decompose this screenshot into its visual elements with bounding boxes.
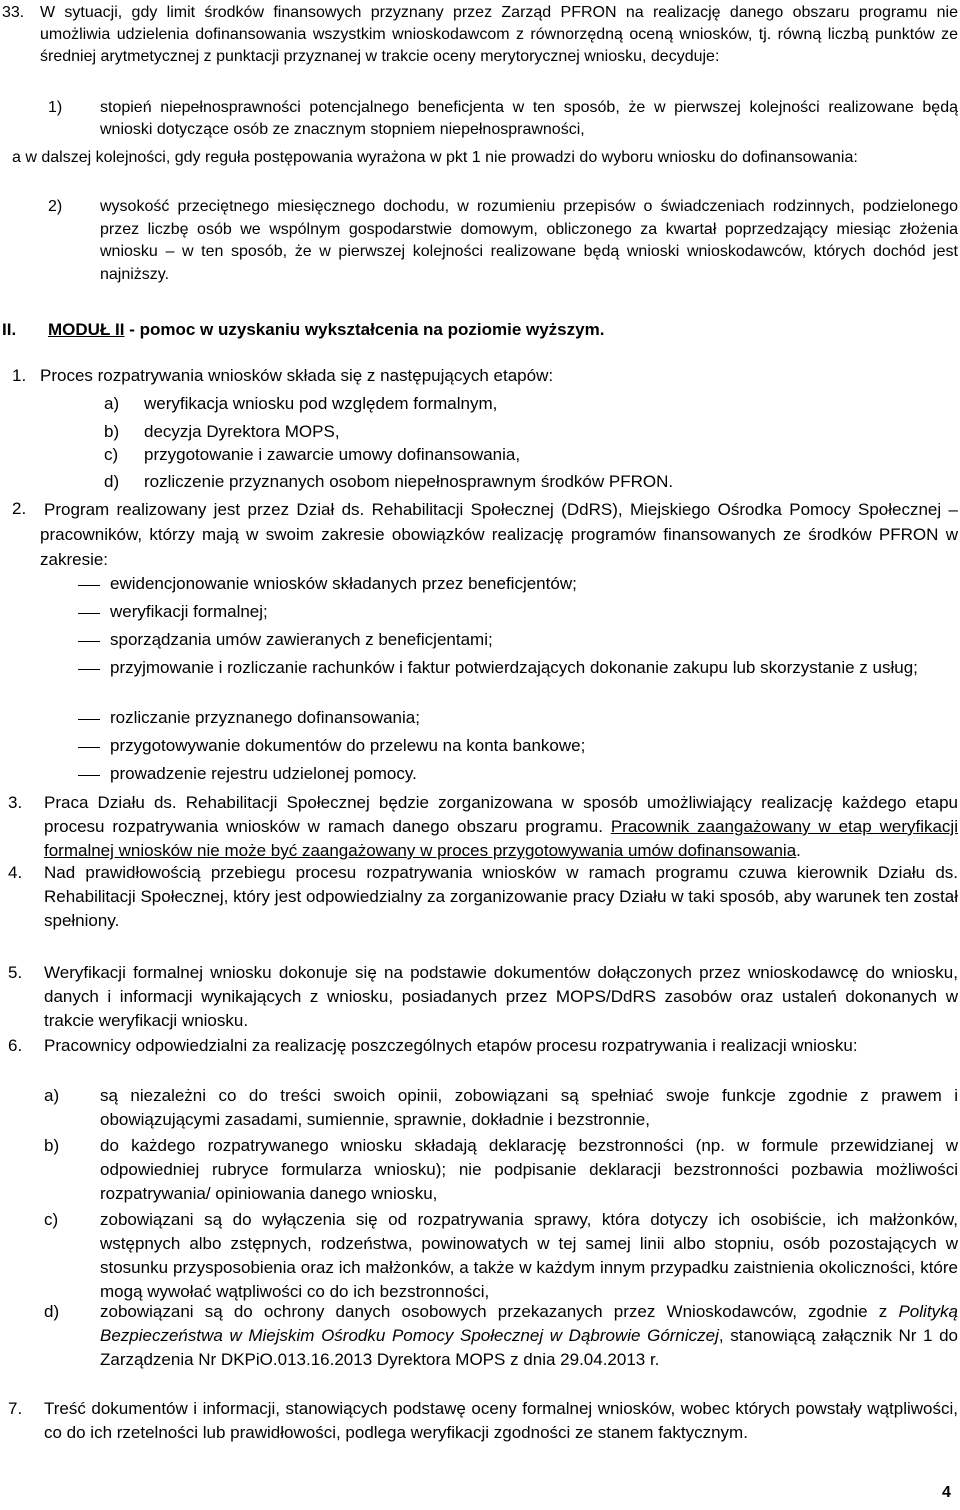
- section-number: 4.: [8, 863, 23, 882]
- paragraph-number: 33.: [2, 4, 25, 21]
- list-item-label: d): [104, 472, 120, 491]
- section-number: II.: [2, 320, 17, 339]
- list-item-text: rozliczenie przyznanych osobom niepełnosprawnym środków PFRON.: [144, 472, 674, 491]
- dash-bullet-icon: [78, 613, 100, 614]
- list-item-text: przygotowanie i zawarcie umowy dofinansowania,: [144, 445, 521, 464]
- section-4-text: Nad prawidłowością przebiegu procesu rozpatrywania wniosków w ramach programu czuwa kierownik Działu ds. Rehabilitacji Społecznej, który jest odpowiedzialny za zorganizowanie pracy Działu w taki sposób, aby warunek ten został spełniony.: [44, 863, 958, 930]
- list-item-label: d): [44, 1302, 60, 1321]
- section-3-end: .: [796, 841, 801, 860]
- list-item-number: 1): [48, 99, 63, 116]
- list-item-text: prowadzenie rejestru udzielonej pomocy.: [110, 764, 417, 783]
- module-title-underlined: MODUŁ II: [48, 320, 125, 339]
- list-item-label: a): [104, 394, 120, 413]
- section-3-underlined: Pracownik zaangażowany w etap weryfikacji formalnej wniosków nie może być zaangażowany w proces przygotowywania umów dofinansowania: [44, 817, 958, 860]
- section-number: 7.: [8, 1399, 23, 1418]
- section-6-text: Pracownicy odpowiedzialni za realizację poszczególnych etapów procesu rozpatrywania i realizacji wniosku:: [44, 1036, 858, 1055]
- list-item-text: [100, 1300, 958, 1372]
- dash-bullet-icon: [78, 669, 100, 670]
- list-item-text: decyzja Dyrektora MOPS,: [144, 422, 340, 441]
- list-item-label: b): [44, 1136, 60, 1155]
- list-item-text: zobowiązani są do wyłączenia się od rozpatrywania sprawy, która dotyczy ich osobiście, ich małżonków, wstępnych albo zstępnych, rodzeństwa, powinowatych w tej samej linii albo stopniu, osób pozostających w stosunku przysposobienia oraz ich małżonków, a także w każdym innym przypadku zaistnienia okoliczności, które mogą wywołać wątpliwości co do ich bezstronności,: [100, 1210, 958, 1301]
- section-2-text: Program realizowany jest przez Dział ds. Rehabilitacji Społecznej (DdRS), Miejskiego Ośrodka Pomocy Społecznej – pracowników, którzy mają w swoim zakresie obowiązków realizację programów finansowanych ze środków PFRON w zakresie:: [40, 500, 958, 569]
- module-title-rest: - pomoc w uzyskaniu wykształcenia na poziomie wyższym.: [124, 320, 605, 339]
- list-item-text: weryfikacji formalnej;: [110, 602, 268, 621]
- item-d-text-italic: Polityką Bezpieczeństwa w Miejskim Ośrodku Pomocy Społecznej w Dąbrowie Górniczej: [100, 1302, 958, 1345]
- list-item-label: c): [104, 445, 119, 464]
- list-item-text: przygotowywanie dokumentów do przelewu na konta bankowe;: [110, 736, 586, 755]
- list-item-number: 2): [48, 198, 63, 215]
- section-number: 3.: [8, 793, 23, 812]
- section-number: 2.: [12, 499, 27, 518]
- paragraph-33-item-2: wysokość przeciętnego miesięcznego dochodu, w rozumieniu przepisów o świadczeniach rodzinnych, podzielonego przez liczbę osób we wspólnym gospodarstwie domowym, obliczonego za kwartał poprzedzający miesiąc złożenia wniosku – w ten sposób, że w pierwszej kolejności realizowane będą wnioski wnioskodawców, których dochód jest najniższy.: [100, 198, 958, 283]
- list-item-text: ewidencjonowanie wniosków składanych przez beneficjentów;: [110, 574, 577, 593]
- item-d-text-after: , stanowiącą załącznik Nr 1 do Zarządzenia Nr DKPiO.013.16.2013 Dyrektora MOPS z dnia 29.04.2013 r.: [100, 1326, 958, 1369]
- section-number: 1.: [12, 366, 27, 385]
- list-item-text: rozliczanie przyznanego dofinansowania;: [110, 708, 420, 727]
- section-number: 6.: [8, 1036, 23, 1055]
- list-item-label: c): [44, 1210, 59, 1229]
- list-item-text: do każdego rozpatrywanego wniosku składają deklarację bezstronności (np. w formule przewidzianej w odpowiedniej rubryce formularza wniosku); nie podpisanie deklaracji bezstronności pozbawia możliwości rozpatrywania/ opiniowania danego wniosku,: [100, 1136, 958, 1203]
- dash-bullet-icon: [78, 775, 100, 776]
- paragraph-33-middle: a w dalszej kolejności, gdy reguła postępowania wyrażona w pkt 1 nie prowadzi do wyboru wniosku do dofinansowania:: [12, 149, 858, 166]
- dash-bullet-icon: [78, 719, 100, 720]
- item-d-text-before: zobowiązani są do ochrony danych osobowych przekazanych przez Wnioskodawców, zgodnie z: [100, 1302, 899, 1321]
- section-7-text: Treść dokumentów i informacji, stanowiących podstawę oceny formalnej wniosków, wobec których powstały wątpliwości, co do ich rzetelności lub prawidłowości, podlega weryfikacji zgodności ze stanem faktycznym.: [44, 1399, 958, 1442]
- list-item-text: sporządzania umów zawieranych z beneficjentami;: [110, 630, 493, 649]
- list-item-text: weryfikacja wniosku pod względem formalnym,: [144, 394, 498, 413]
- section-3-plain: Praca Działu ds. Rehabilitacji Społecznej będzie zorganizowana w sposób umożliwiający realizację każdego etapu procesu rozpatrywania wniosków w ramach danego obszaru programu.: [44, 793, 958, 836]
- dash-bullet-icon: [78, 585, 100, 586]
- list-item-text: przyjmowanie i rozliczanie rachunków i faktur potwierdzających dokonanie zakupu lub skorzystanie z usług;: [110, 658, 918, 677]
- paragraph-33-item-1: stopień niepełnosprawności potencjalnego beneficjenta w ten sposób, że w pierwszej kolejności realizowane będą wnioski dotyczące osób ze znacznym stopniem niepełnosprawności,: [100, 99, 958, 138]
- section-number: 5.: [8, 963, 23, 982]
- dash-bullet-icon: [78, 641, 100, 642]
- section-1-text: Proces rozpatrywania wniosków składa się z następujących etapów:: [40, 366, 554, 385]
- section-5-text: Weryfikacji formalnej wniosku dokonuje się na podstawie dokumentów dołączonych przez wnioskodawcę do wniosku, danych i informacji wynikających z wniosku, posiadanych przez MOPS/DdRS zasobów oraz ustaleń dokonanych w trakcie weryfikacji wniosku.: [44, 963, 958, 1030]
- list-item-label: a): [44, 1086, 60, 1105]
- module-heading: [48, 318, 604, 342]
- list-item-label: b): [104, 422, 120, 441]
- dash-bullet-icon: [78, 747, 100, 748]
- page-number: 4: [942, 1484, 951, 1501]
- paragraph-33-text: W sytuacji, gdy limit środków finansowych przyznany przez Zarząd PFRON na realizację danego obszaru programu nie umożliwia udzielenia dofinansowania wszystkim wnioskodawcom z równorzędną oceną wniosków, tj. równą liczbą punktów ze średniej arytmetycznej z punktacji przyznanej w trakcie oceny merytorycznej wniosku, decyduje:: [40, 4, 958, 65]
- section-3-text: [44, 791, 958, 863]
- list-item-text: są niezależni co do treści swoich opinii, zobowiązani są spełniać swoje funkcje zgodnie z prawem i obowiązującymi zasadami, sumiennie, sprawnie, dokładnie i bezstronnie,: [100, 1086, 958, 1129]
